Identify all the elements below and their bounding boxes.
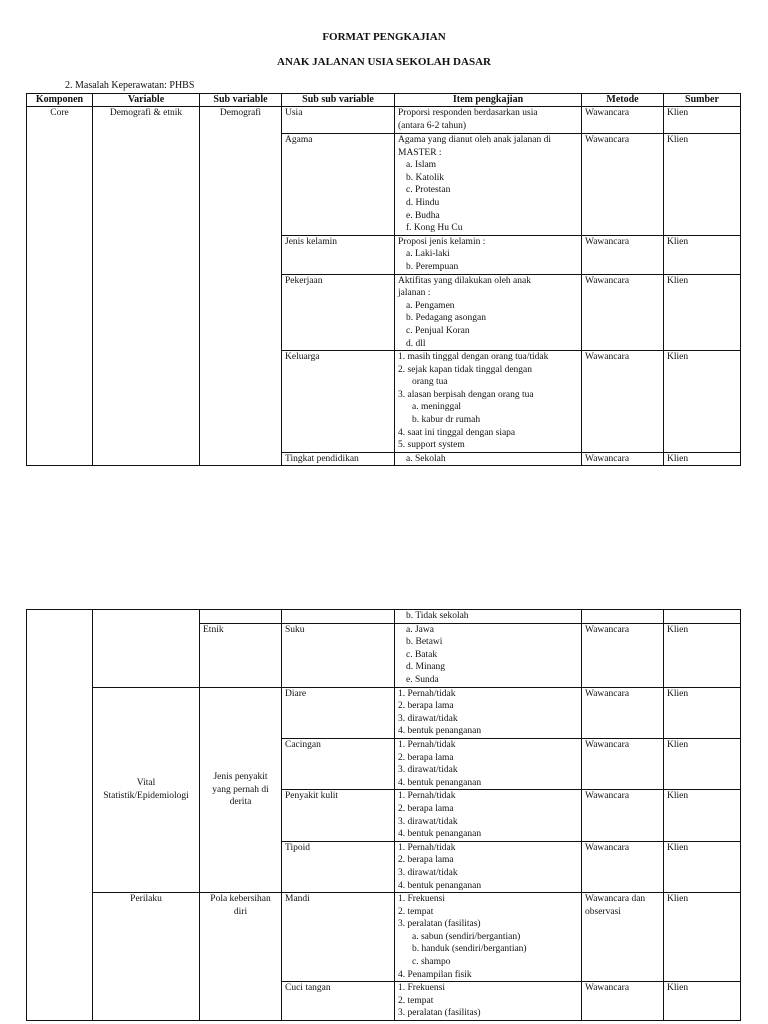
table-header-row <box>27 94 741 107</box>
sub-variable-cell: Etnik <box>200 623 282 687</box>
metode-cell: Wawancara <box>582 134 664 236</box>
table-row <box>27 893 741 982</box>
metode-cell: Wawancara <box>582 982 664 1021</box>
metode-cell: Wawancara <box>582 738 664 789</box>
item-cell: 1. Pernah/tidak 2. berapa lama 3. dirawat/tidak 4. bentuk penanganan <box>395 738 582 789</box>
sub-sub-variable-cell: Mandi <box>282 893 395 982</box>
sumber-cell: Klien <box>664 623 741 687</box>
table-row <box>27 610 741 624</box>
sumber-cell: Klien <box>664 274 741 351</box>
sub-sub-variable-cell: Jenis kelamin <box>282 235 395 274</box>
item-cell: Proposi jenis kelamin : a. Laki-laki b. Perempuan <box>395 235 582 274</box>
header-komponen: Komponen <box>27 94 93 107</box>
sub-sub-variable-cell: Cacingan <box>282 738 395 789</box>
metode-cell: Wawancara <box>582 790 664 841</box>
item-cell: Proporsi responden berdasarkan usia (antara 6-2 tahun) <box>395 107 582 134</box>
sumber-cell: Klien <box>664 134 741 236</box>
sub-sub-variable-cell: Penyakit kulit <box>282 790 395 841</box>
sub-sub-variable-cell: Diare <box>282 687 395 738</box>
sumber-cell: Klien <box>664 841 741 892</box>
metode-cell: Wawancara <box>582 623 664 687</box>
komponen-cell <box>27 610 93 1021</box>
metode-cell: Wawancara <box>582 107 664 134</box>
metode-cell: Wawancara <box>582 351 664 453</box>
item-cell: a. Jawa b. Betawi c. Batak d. Minang e. Sunda <box>395 623 582 687</box>
item-cell: 1. Frekuensi 2. tempat 3. peralatan (fasilitas) <box>395 982 582 1021</box>
variable-cell: Vital Statistik/Epidemiologi <box>93 687 200 893</box>
sub-sub-variable-cell: Pekerjaan <box>282 274 395 351</box>
sub-sub-variable-cell: Cuci tangan <box>282 982 395 1021</box>
sumber-cell: Klien <box>664 982 741 1021</box>
sumber-cell: Klien <box>664 687 741 738</box>
sub-sub-variable-cell: Suku <box>282 623 395 687</box>
metode-cell: Wawancara <box>582 274 664 351</box>
table-row <box>27 687 741 738</box>
assessment-table-part-1 <box>26 93 741 466</box>
document-title: FORMAT PENGKAJIAN <box>322 31 446 43</box>
item-cell: b. Tidak sekolah <box>395 610 582 624</box>
item-cell: 1. masih tinggal dengan orang tua/tidak 2. sejak kapan tidak tinggal dengan orang tua 3. alasan berpisah dengan orang tua a. meninggal b. kabur dr rumah 4. saat ini tinggal dengan siapa 5. support system <box>395 351 582 453</box>
sumber-cell: Klien <box>664 893 741 982</box>
variable-cell: Demografi & etnik <box>93 107 200 466</box>
item-cell: 1. Pernah/tidak 2. berapa lama 3. dirawat/tidak 4. bentuk penanganan <box>395 790 582 841</box>
metode-cell <box>582 610 664 624</box>
item-cell: a. Sekolah <box>395 452 582 466</box>
sub-sub-variable-cell: Tingkat pendidikan <box>282 452 395 466</box>
metode-cell: Wawancara dan observasi <box>582 893 664 982</box>
sub-variable-cell: Demografi <box>200 107 282 466</box>
header-sub-sub-variable: Sub sub variable <box>282 94 395 107</box>
table-row <box>27 107 741 134</box>
item-cell: Agama yang dianut oleh anak jalanan di MASTER : a. Islam b. Katolik c. Protestan d. Hindu e. Budha f. Kong Hu Cu <box>395 134 582 236</box>
sub-variable-cell: Jenis penyakit yang pernah di derita <box>200 687 282 893</box>
sumber-cell: Klien <box>664 235 741 274</box>
document-subtitle: ANAK JALANAN USIA SEKOLAH DASAR <box>277 56 491 68</box>
assessment-table-part-2 <box>26 609 741 1021</box>
variable-cell: Perilaku <box>93 893 200 1021</box>
metode-cell: Wawancara <box>582 235 664 274</box>
sumber-cell <box>664 610 741 624</box>
sub-sub-variable-cell: Keluarga <box>282 351 395 453</box>
metode-cell: Wawancara <box>582 452 664 466</box>
metode-cell: Wawancara <box>582 841 664 892</box>
sub-sub-variable-cell: Usia <box>282 107 395 134</box>
item-cell: 1. Pernah/tidak 2. berapa lama 3. dirawat/tidak 4. bentuk penanganan <box>395 687 582 738</box>
header-sumber: Sumber <box>664 94 741 107</box>
header-metode: Metode <box>582 94 664 107</box>
sub-sub-variable-cell <box>282 610 395 624</box>
sumber-cell: Klien <box>664 107 741 134</box>
sumber-cell: Klien <box>664 351 741 453</box>
item-cell: Aktifitas yang dilakukan oleh anak jalanan : a. Pengamen b. Pedagang asongan c. Penjual Koran d. dll <box>395 274 582 351</box>
metode-cell: Wawancara <box>582 687 664 738</box>
sub-variable-cell <box>200 610 282 624</box>
sumber-cell: Klien <box>664 738 741 789</box>
header-item-pengkajian: Item pengkajian <box>395 94 582 107</box>
variable-cell <box>93 610 200 688</box>
sumber-cell: Klien <box>664 790 741 841</box>
komponen-cell: Core <box>27 107 93 466</box>
sub-variable-cell: Pola kebersihan diri <box>200 893 282 1021</box>
item-cell: 1. Frekuensi 2. tempat 3. peralatan (fasilitas) a. sabun (sendiri/bergantian) b. handuk (sendiri/bergantian) c. shampo 4. Penampilan fisik <box>395 893 582 982</box>
sub-sub-variable-cell: Agama <box>282 134 395 236</box>
section-heading: 2. Masalah Keperawatan: PHBS <box>65 80 195 91</box>
sumber-cell: Klien <box>664 452 741 466</box>
item-cell: 1. Pernah/tidak 2. berapa lama 3. dirawat/tidak 4. bentuk penanganan <box>395 841 582 892</box>
header-variable: Variable <box>93 94 200 107</box>
sub-sub-variable-cell: Tipoid <box>282 841 395 892</box>
header-sub-variable: Sub variable <box>200 94 282 107</box>
